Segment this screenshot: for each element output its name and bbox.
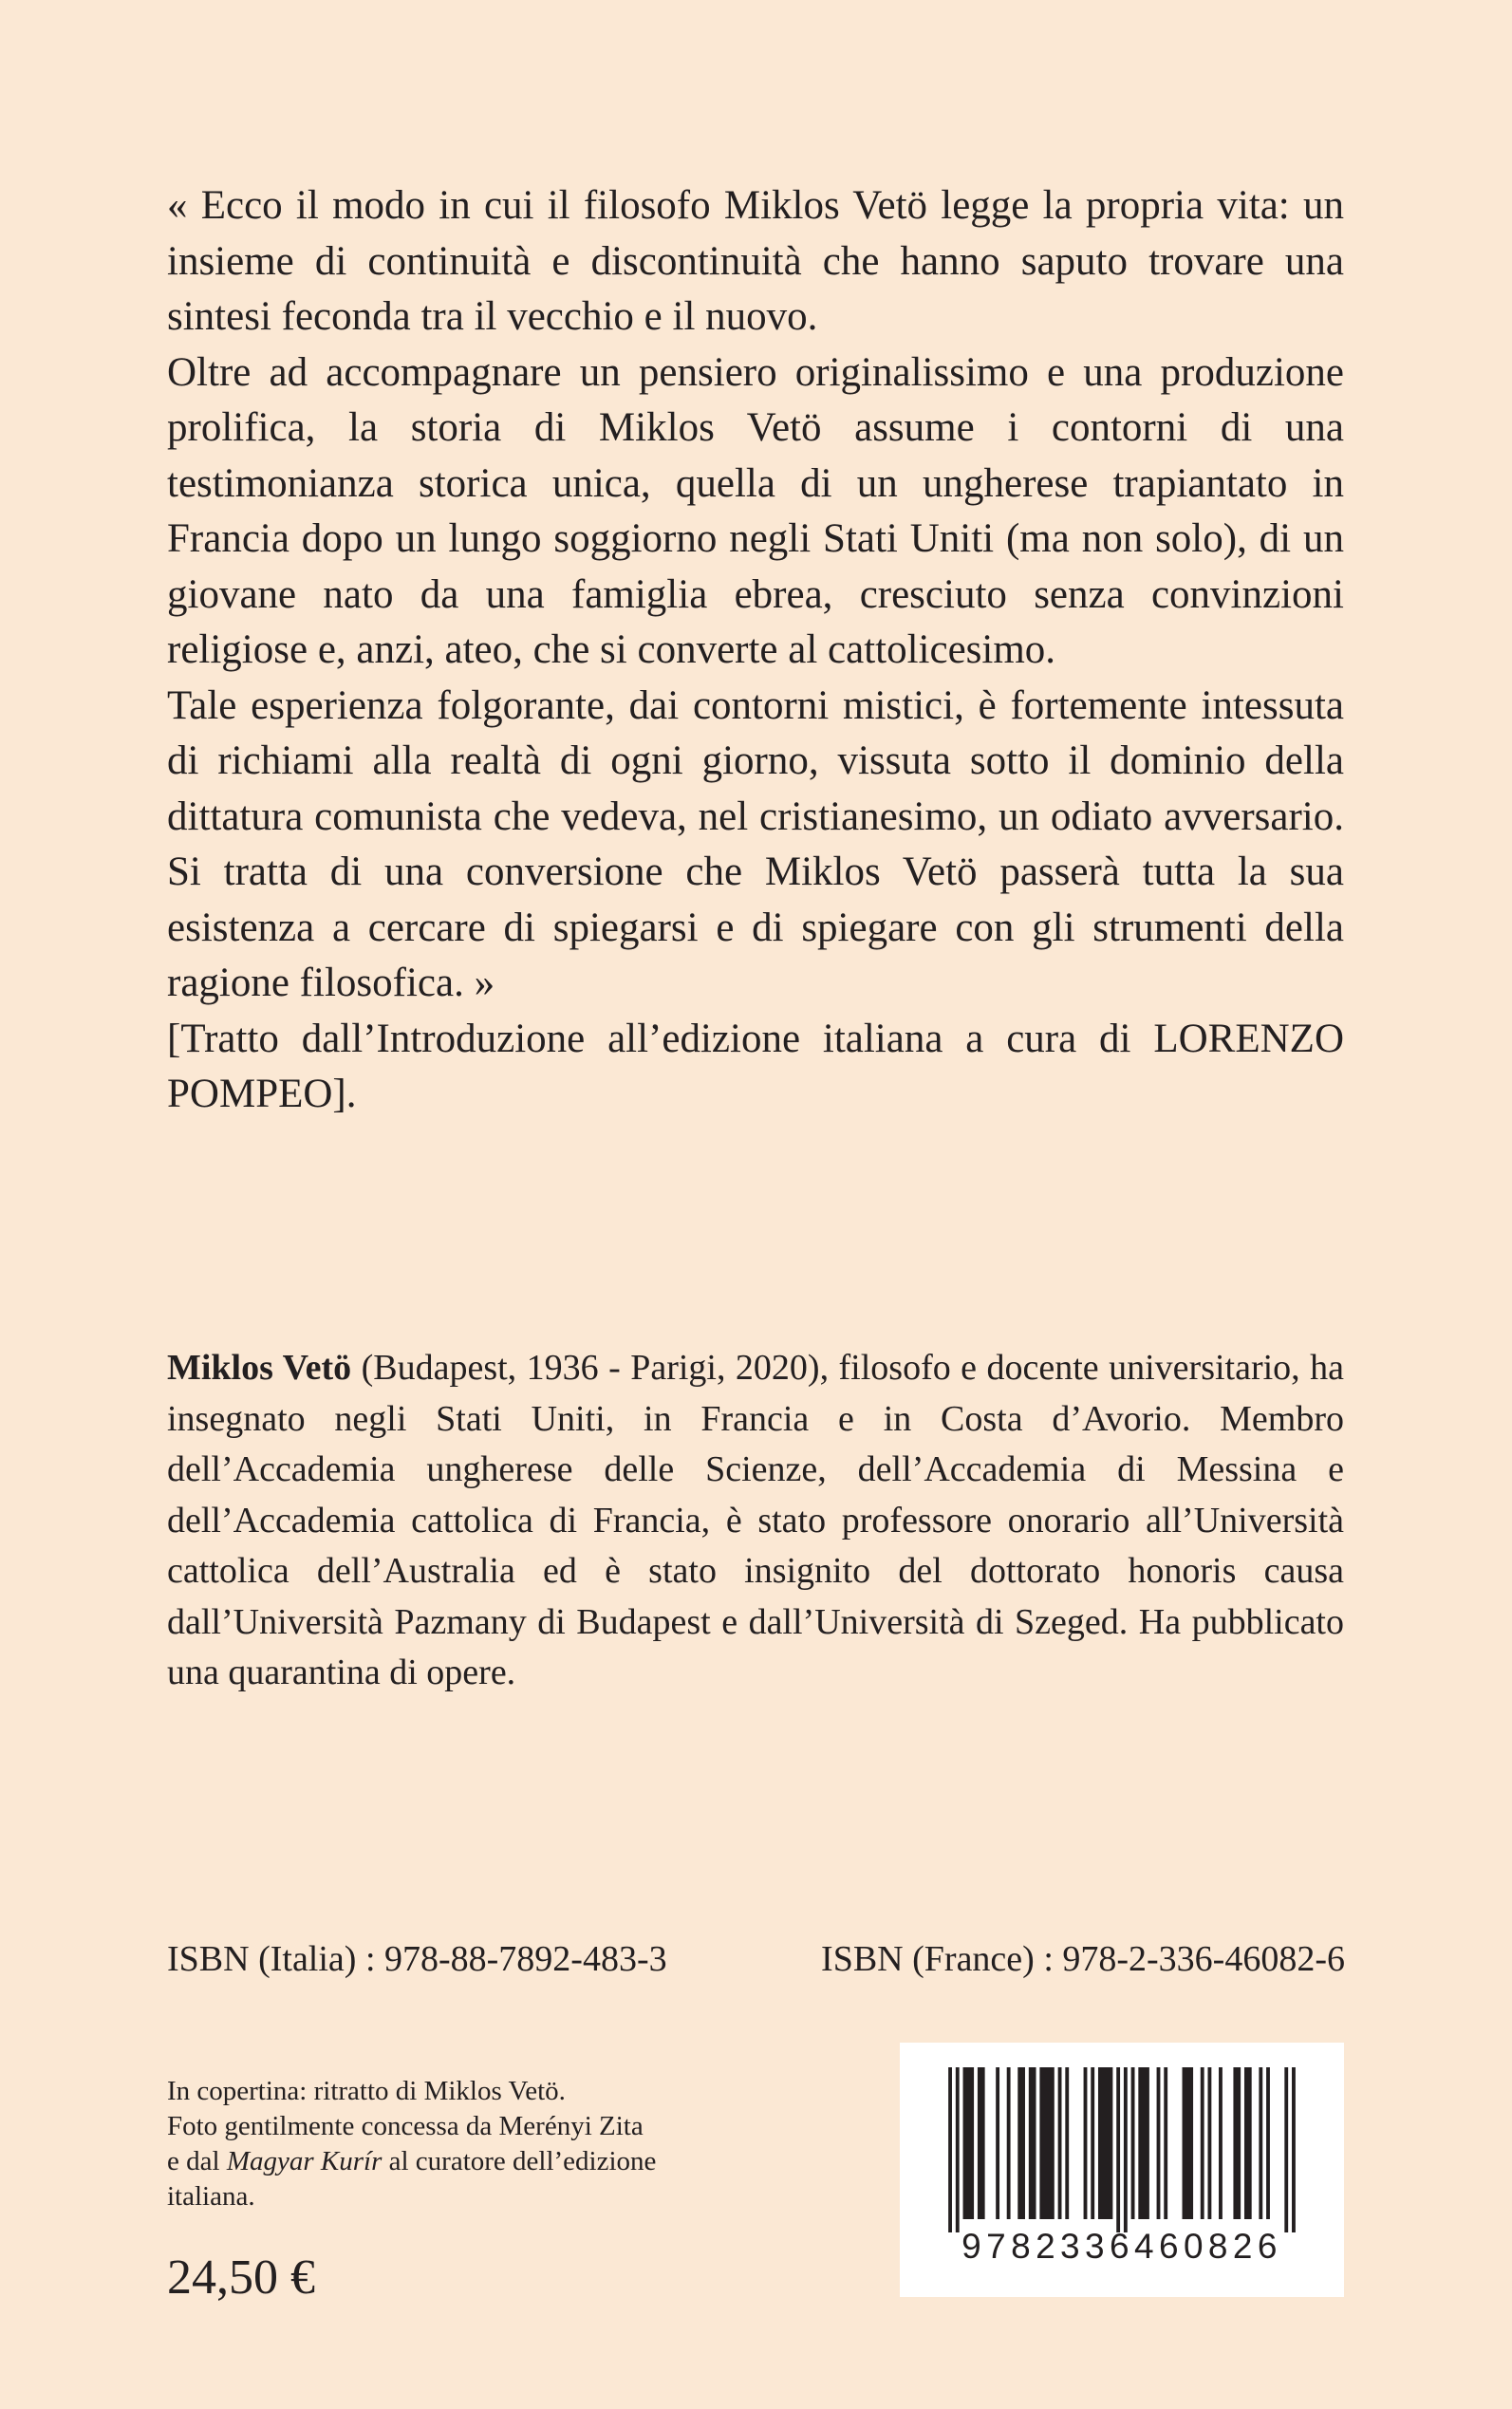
barcode-bar [1157,2067,1161,2219]
barcode-bar [1266,2067,1270,2219]
barcode-bar [996,2067,999,2219]
author-biography [167,1343,1344,1699]
barcode-bar [1065,2067,1069,2219]
credit-line-3-post: al curatore dell’edizione [382,2146,657,2176]
barcode-bar [1233,2067,1241,2219]
bio-text: (Budapest, 1936 - Parigi, 2020), filosofo e docente universitario, ha insegnato negli Stati Uniti, in Francia e in Costa d’Avorio. Membro dell’Accademia ungherese delle Scienze, dell’Accademia di Messina e dell’Accademia cattolica di Francia, è stato professore onorario all’Università cattolica dell’Australia ed è stato insignito del dottorato honoris causa dall’Università Pazmany di Budapest e dall’Università di Szeged. Ha pubblicato una quarantina di opere. [167,1348,1344,1692]
barcode-bar [1131,2067,1135,2219]
barcode-bar [1259,2067,1262,2219]
barcode-bar [1098,2067,1112,2219]
barcode-bar [1244,2067,1252,2219]
barcode-bar [948,2067,952,2232]
barcode-bar [1292,2067,1296,2232]
barcode-bar [978,2067,985,2219]
barcode-bar [1201,2067,1204,2219]
barcode-bar [1084,2067,1088,2219]
barcode-bar [1058,2067,1062,2219]
barcode-bars [900,2043,1344,2232]
back-cover-quote [167,178,1344,1123]
barcode-bar [1017,2067,1025,2219]
isbn-italy: ISBN (Italia) : 978-88-7892-483-3 [167,1939,667,1979]
barcode-bar [956,2067,960,2232]
credit-magazine-name: Magyar Kurír [226,2146,383,2176]
credit-line-2: Foto gentilmente concessa da Merényi Zita [167,2111,644,2141]
barcode-digits: 9782336460826 [961,2227,1282,2266]
barcode-bar [1219,2067,1223,2219]
price: 24,50 € [167,2250,315,2305]
bio-paragraph [167,1343,1344,1699]
barcode-bar [1091,2067,1094,2219]
barcode-bar [963,2067,975,2219]
credit-line-3 [167,2144,718,2179]
author-name: Miklos Vetö [167,1348,352,1388]
credit-line-4: italiana. [167,2181,255,2212]
barcode-bar [1183,2067,1194,2219]
barcode-bar [1039,2067,1054,2219]
barcode-bar [1138,2067,1149,2219]
barcode-bar [1007,2067,1011,2219]
barcode-bar [1164,2067,1167,2219]
barcode-bar [1124,2067,1128,2232]
isbn-barcode [900,2043,1344,2297]
quote-source: [Tratto dall’Introduzione all’edizione italiana a cura di LORENZO POMPEO]. [167,1016,1344,1116]
cover-photo-credit [167,2074,718,2214]
barcode-bar [1029,2067,1036,2219]
quote-paragraph-2: Oltre ad accompagnare un pensiero originalissimo e una produzione prolifica, la storia di Miklos Vetö assume i contorni di una testimonianza storica unica, quella di un ungherese trapiantato in Francia dopo un lungo soggiorno negli Stati Uniti (ma non solo), di un giovane nato da una famiglia ebrea, cresciuto senza convinzioni religiose e, anzi, ateo, che si converte al cattolicesimo. [167,349,1344,672]
barcode-bar [1284,2067,1288,2232]
credit-line-3-pre: e dal [167,2146,227,2176]
credit-line-1: In copertina: ritratto di Miklos Vetö. [167,2076,566,2106]
barcode-bar [1116,2067,1120,2232]
barcode-bar [1207,2067,1211,2219]
isbn-france: ISBN (France) : 978-2-336-46082-6 [821,1939,1345,1979]
quote-paragraph-3: Tale esperienza folgorante, dai contorni mistici, è fortemente intessuta di richiami alla realtà di ogni giorno, vissuta sotto il dominio della dittatura comunista che vedeva, nel cristianesimo, un odiato avversario. Si tratta di una conversione che Miklos Vetö passerà tutta la sua esistenza a cercare di spiegarsi e di spiegare con gli strumenti della ragione filosofica. » [167,682,1344,1005]
quote-paragraph-1: « Ecco il modo in cui il filosofo Miklos Vetö legge la propria vita: un insieme di continuità e discontinuità che hanno saputo trovare una sintesi feconda tra il vecchio e il nuovo. [167,183,1344,339]
